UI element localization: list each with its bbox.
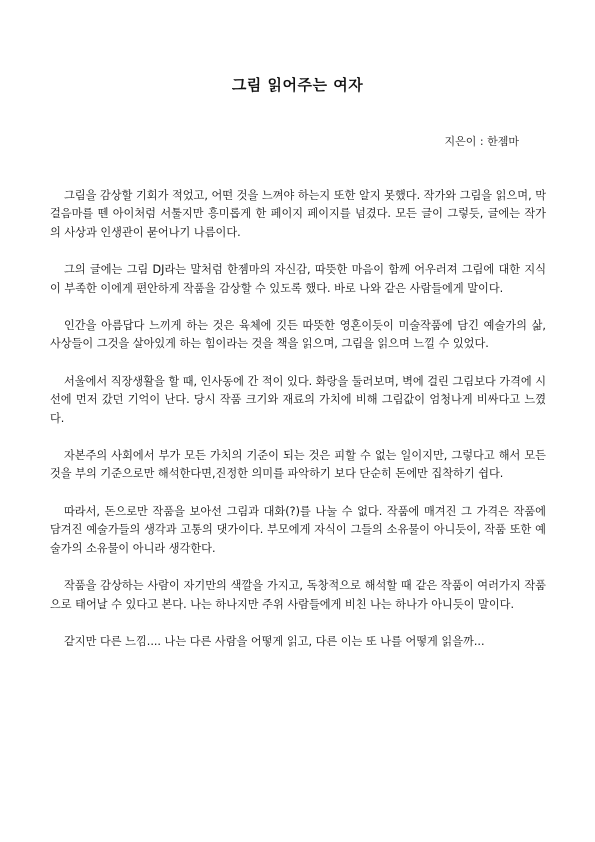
author-line: 지은이 : 한젬마 bbox=[444, 135, 519, 148]
paragraph: 같지만 다른 느낌.... 나는 다른 사람을 어떻게 읽고, 다른 이는 또 나를 어떻게 읽을까... bbox=[64, 634, 485, 648]
paragraph: 그의 글에는 그림 DJ라는 말처럼 한젬마의 자신감, 따뜻한 마음이 함께 어우러져 그림에 대한 지식이 부족한 이에게 편안하게 작품을 감상할 수 있도록 했다. 바로 나와 같은 사람들에게 말이다. bbox=[50, 263, 546, 295]
paragraph: 작품을 감상하는 사람이 자기만의 색깔을 가지고, 독창적으로 해석할 때 같은 작품이 여러가지 작품으로 태어날 수 있다고 본다. 나는 하나지만 주위 사람들에게 비친 나는 하나가 아니듯이 말이다. bbox=[50, 579, 546, 611]
paragraph: 서울에서 직장생활을 할 때, 인사동에 간 적이 있다. 화랑을 둘러보며, 벽에 걸린 그림보다 가격에 시선에 먼저 갔던 기억이 난다. 당시 작품 크기와 재료의 가치에 비해 그림값이 엄청나게 비싸다고 느꼈다. bbox=[50, 374, 546, 425]
document-title: 그림 읽어주는 여자 bbox=[231, 76, 364, 94]
paragraph: 따라서, 돈으로만 작품을 보아선 그림과 대화(?)를 나눌 수 없다. 작품에 매겨진 그 가격은 작품에 담겨진 예술가들의 생각과 고통의 댓가이다. 부모에게 자식이 그들의 소유물이 아니듯이, 작품 또한 예술가의 소유물이 아니라 생각한다. bbox=[50, 504, 546, 555]
paragraph: 인간을 아름답다 느끼게 하는 것은 육체에 깃든 따뜻한 영혼이듯이 미술작품에 담긴 예술가의 삶, 사상들이 그것을 살아있게 하는 힘이라는 것을 책을 읽으며, 그림을 읽으며 느낄 수 있었다. bbox=[50, 319, 546, 351]
paragraph: 자본주의 사회에서 부가 모든 가치의 기준이 되는 것은 피할 수 없는 일이지만, 그렇다고 해서 모든 것을 부의 기준으로만 해석한다면,진정한 의미를 파악하기 보다 단순히 돈에만 집착하기 쉽다. bbox=[50, 449, 546, 481]
paragraph: 그림을 감상할 기회가 적었고, 어떤 것을 느껴야 하는지 또한 알지 못했다. 작가와 그림을 읽으며, 막 걸음마를 뗀 아이처럼 서툴지만 흥미롭게 한 페이지 페이지를 넘겼다. 모든 글이 그렇듯, 글에는 작가의 사상과 인생관이 묻어나기 나름이다. bbox=[50, 189, 546, 239]
document-body bbox=[50, 187, 546, 670]
